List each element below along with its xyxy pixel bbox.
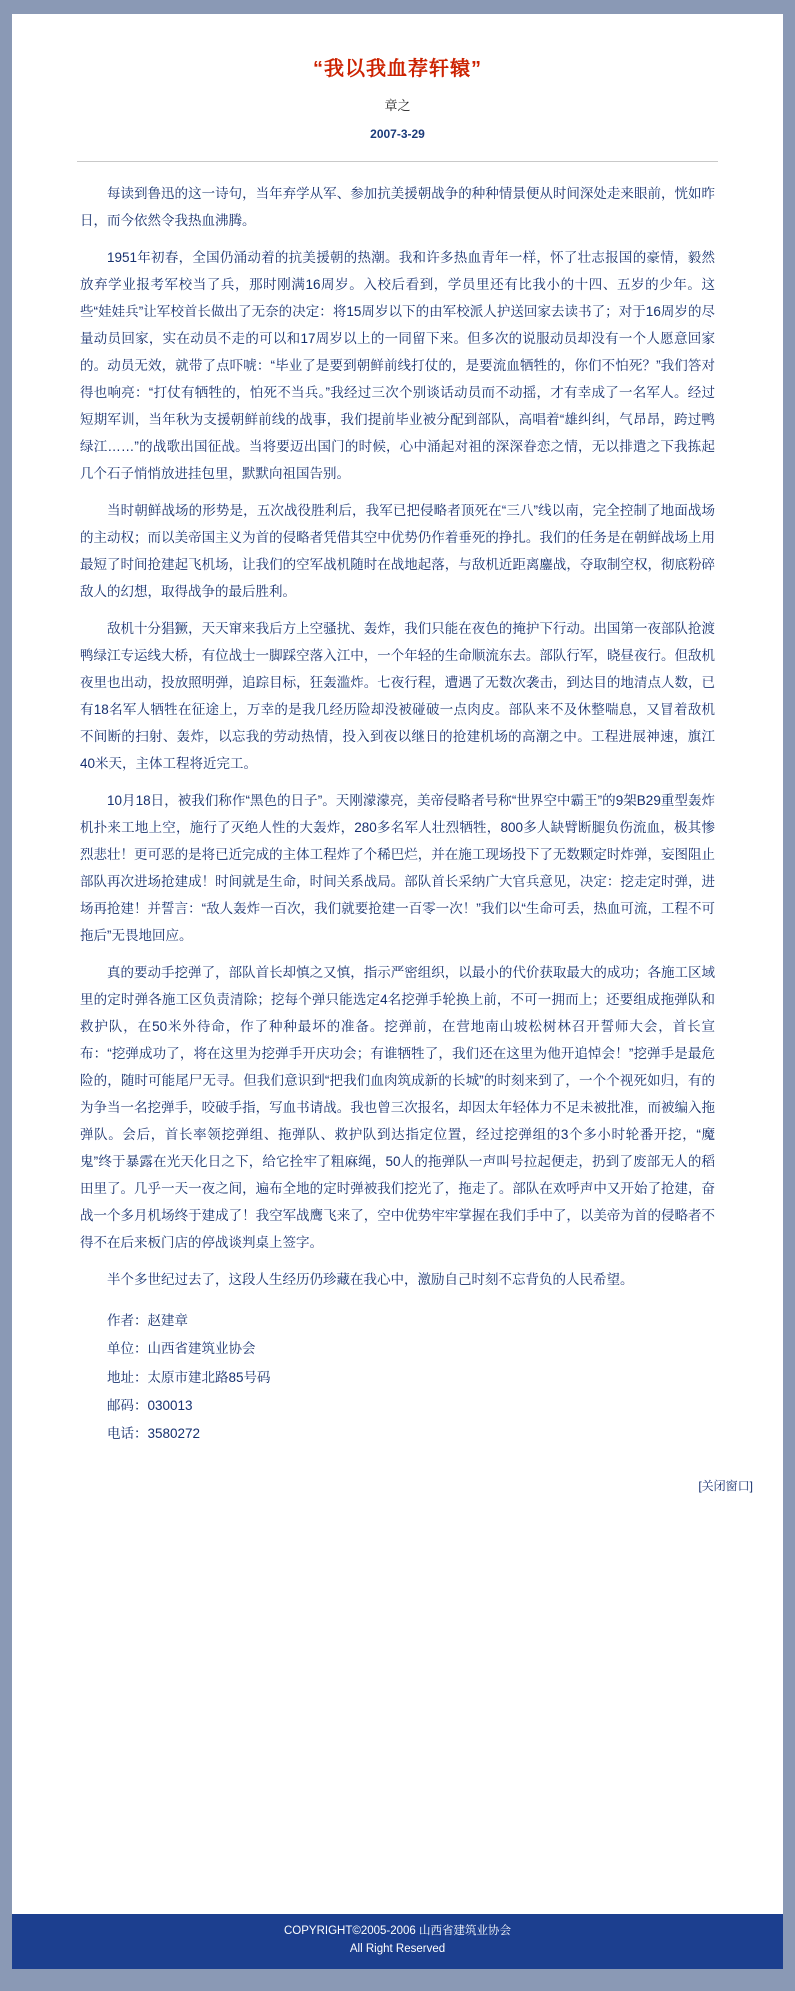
copyright-text: COPYRIGHT©2005-2006 山西省建筑业协会 bbox=[283, 1925, 512, 1937]
paragraph: 敌机十分猖獗，天天窜来我后方上空骚扰、轰炸，我们只能在夜色的掩护下行动。出国第一夜部队抢渡鸭绿江专运线大桥，有位战士一脚踩空落入江中，一个年轻的生命顺流东去。部队行军，晓昼夜行。但敌机夜里也出动，投放照明弹，追踪目标，狂轰滥炸。七夜行程，遭遇了无数次袭击，到达目的地清点人数，已有18名军人牺牲在征途上，万幸的是我几经历险却没被碰破一点肉皮。部队来不及休整喘息，又冒着敌机不间断的扫射、轰炸，以忘我的劳动热情，投入到夜以继日的抢建机场的高潮之中。工程进展神速，旗江40米天，主体工程将近完工。 bbox=[80, 621, 715, 771]
rights-text: All Right Reserved bbox=[349, 1942, 446, 1955]
signature-line: 单位：山西省建筑业协会 bbox=[107, 1341, 256, 1357]
page-footer bbox=[12, 1914, 783, 1969]
close-window-link[interactable]: [关闭窗口] bbox=[698, 1478, 753, 1493]
signature-block bbox=[12, 1303, 783, 1449]
paragraph: 真的要动手挖弹了，部队首长却慎之又慎，指示严密组织，以最小的代价获取最大的成功；各施工区域里的定时弹各施工区负责清除；挖每个弹只能选定4名挖弹手轮换上前，不可一拥而上；还要组成拖弹队和救护队，在50米外待命，作了种种最坏的准备。挖弹前，在营地南山坡松树林召开誓师大会，首长宣布：“挖弹成功了，将在这里为挖弹手开庆功会；有谁牺牲了，我们还在这里为他开追悼会！”挖弹手是最危险的，随时可能尾尸无寻。但我们意识到“把我们血肉筑成新的长城”的时刻来到了，一个个视死如归，有的为争当一名挖弹手，咬破手指，写血书请战。我也曾三次报名，却因太年轻体力不足未被批准，而被编入拖弹队。会后，首长率领挖弹组、拖弹队、救护队到达指定位置，经过挖弹组的3个多小时轮番开挖，“魔鬼”终于暴露在光天化日之下，给它拴牢了粗麻绳，50人的拖弹队一声叫号拉起便走，扔到了废部无人的稻田里了。几乎一天一夜之间，遍布全地的定时弹被我们挖光了，拖走了。部队在欢呼声中又开始了抢建，奋战一个多月机场终于建成了！我空军战鹰飞来了，空中优势牢牢掌握在我们手中了，以美帝为首的侵略者不得不在后来板门店的停战谈判桌上签字。 bbox=[80, 965, 715, 1250]
document-date: 2007-3-29 bbox=[370, 127, 425, 141]
page-title: “我以我血荐轩辕” bbox=[313, 58, 482, 80]
signature-line: 邮码：030013 bbox=[107, 1398, 193, 1414]
signature-line: 电话：3580272 bbox=[107, 1426, 201, 1442]
document-author: 章之 bbox=[384, 98, 411, 113]
document-sheet bbox=[12, 14, 783, 1914]
close-window-row bbox=[12, 1449, 783, 1513]
signature-line: 地址：太原市建北路85号码 bbox=[107, 1369, 271, 1385]
article-body bbox=[12, 162, 783, 1293]
paragraph: 1951年初春，全国仍涌动着的抗美援朝的热潮。我和许多热血青年一样，怀了壮志报国的豪情，毅然放弃学业报考军校当了兵，那时刚满16周岁。入校后看到，学员里还有比我小的十四、五岁的少年。这些“娃娃兵”让军校首长做出了无奈的决定：将15周岁以下的由军校派人护送回家去读书了；对于16周岁的尽量动员回家，实在动员不走的可以和17周岁以上的一同留下来。但多次的说服动员却没有一个人愿意回家的。动员无效，就带了点吓唬：“毕业了是要到朝鲜前线打仗的，是要流血牺牲的，你们不怕死？”我们答对得也响亮：“打仗有牺牲的，怕死不当兵。”我经过三次个别谈话动员而不动摇，才有幸成了一名军人。经过短期军训，当年秋为支援朝鲜前线的战事，我们提前毕业被分配到部队，高唱着“雄纠纠，气昂昂，跨过鸭绿江……”的战歌出国征战。当将要迈出国门的时候，心中涌起对祖的深深眷恋之情，无以排遣之下我拣起几个石子悄悄放进挂包里，默默向祖国告别。 bbox=[80, 250, 715, 481]
paragraph: 每读到鲁迅的这一诗句，当年弃学从军、参加抗美援朝战争的种种情景便从时间深处走来眼前，恍如昨日，而今依然令我热血沸腾。 bbox=[80, 186, 715, 228]
paragraph: 半个多世纪过去了，这段人生经历仍珍藏在我心中，激励自己时刻不忘背负的人民希望。 bbox=[107, 1272, 634, 1287]
paragraph: 10月18日，被我们称作“黑色的日子”。天刚濛濛亮，美帝侵略者号称“世界空中霸王”的9架B29重型轰炸机扑来工地上空，施行了灭绝人性的大轰炸，280多名军人壮烈牺牲，800多人缺臂断腿负伤流血，极其惨烈悲壮！更可恶的是将已近完成的主体工程炸了个稀巴烂，并在施工现场投下了无数颗定时炸弹，妄图阻止部队再次进场抢建成！时间就是生命，时间关系战局。部队首长采纳广大官兵意见，决定：挖走定时弹，进场再抢建！并誓言：“敌人轰炸一百次，我们就要抢建一百零一次！”我们以“生命可丢，热血可流，工程不可拖后”无畏地回应。 bbox=[80, 793, 715, 943]
signature-line: 作者：赵建章 bbox=[107, 1313, 188, 1328]
paragraph: 当时朝鲜战场的形势是，五次战役胜利后，我军已把侵略者顶死在“三八”线以南，完全控制了地面战场的主动权；而以美帝国主义为首的侵略者凭借其空中优势仍作着垂死的挣扎。我们的任务是在朝鲜战场上用最短了时间抢建起飞机场，让我们的空军战机随时在战地起落，与敌机近距离鏖战，夺取制空权，彻底粉碎敌人的幻想，取得战争的最后胜利。 bbox=[80, 503, 715, 599]
